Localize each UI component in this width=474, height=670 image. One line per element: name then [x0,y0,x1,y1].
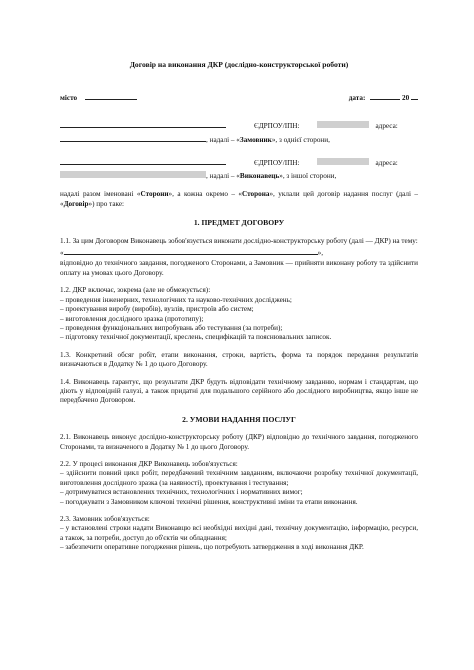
topic-line: « », [60,249,323,258]
city-label: місто [60,94,78,103]
party-contractor [60,157,418,182]
scope-list [60,296,418,343]
city-field [60,92,137,103]
document-title: Договір на виконання ДКР (дослідно-конструкторської роботи) [129,60,349,69]
contractor-role: Виконавець [239,172,280,181]
clause-1-2: 1.2. ДКР включає, зокрема (але не обмежується): [60,286,211,295]
section-2-heading: 2. УМОВИ НАДАННЯ ПОСЛУГ [182,414,296,424]
date-field [349,92,418,103]
day-blank[interactable] [370,92,400,100]
list-item: – погоджувати з Замовником ключові технічні рішення, конструктивні зміни та етапи виконання. [60,497,358,506]
customer-role: Замовник [239,136,272,145]
list-item: – проведення функціональних випробувань або тестування (за потреби); [60,323,283,332]
list-item: – у встановлені строки надати Виконавцю всі необхідні вихідні дані, технічну документацію, інформацію, ресурси, а також, за потреби, доступ до об'єктів чи обладнання; [60,524,418,542]
clause-1-3: 1.3. Конкретний обсяг робіт, етапи виконання, строки, вартість, форма та порядок передання результатів визначаються в Додатку № 1 до цього Договору. [60,350,418,369]
list-item: – забезпечити оперативне погодження рішень, що потребують затвердження в ході виконання ДКР. [60,543,364,552]
list-item: – виготовлення дослідного зразка (прототипу); [60,314,204,323]
year-prefix: 20 [402,94,410,103]
list-item: – здійснити повний цикл робіт, передбачений технічним завданням, включаючи розробку технічної документації, виготовлення дослідного зразка (за наявності), проектування і тестування; [60,469,418,487]
contractor-duties-list [60,469,418,507]
list-item: – підготовку технічної документації, креслень, специфікацій та пояснювальних записок. [60,333,332,342]
year-blank[interactable] [411,92,418,100]
contractor-edrpou-label: ЄДРПОУ/ІПН: [254,158,300,167]
party-customer [60,120,418,146]
section-1-heading: 1. ПРЕДМЕТ ДОГОВОРУ [193,218,285,228]
contractor-role-text: , надалі – «Виконавець», з іншої сторони, [206,172,337,181]
clause-1-1-cont: відповідно до технічного завдання, погодженого Сторонами, а Замовник — прийняти виконану роботу та здійснити оплату на умовах цього Договору. [60,259,418,277]
contractor-name-blank[interactable] [60,157,226,165]
contractor-edrpou-field[interactable] [317,158,369,165]
list-item: – дотримуватися встановлених технічних, технологічних і нормативних вимог; [60,488,303,497]
customer-address-label: адреса: [375,121,398,130]
clause-1-4: 1.4. Виконавець гарантує, що результати ДКР будуть відповідати технічному завданню, нормам і стандартам, що діють у відповідній галузі, а також придатні для подальшого серійного або дослідного виробництва, якщо інше не передбачено Договором. [60,377,418,405]
customer-duties-list [60,524,418,552]
intro-paragraph: надалі разом іменовані «Сторони», а кожна окремо – «Сторона», уклали цей договір надання послуг (далі – «Договір») про таке: [60,190,418,208]
clause-2-1: 2.1. Виконавець виконує дослідно-конструкторську роботу (ДКР) відповідно до технічного завдання, погодженого Сторонами, та визначеного в Додатку № 1 до цього Договору. [60,433,418,451]
contractor-address-label: адреса: [375,158,398,167]
list-item: – проектування виробу (виробів), вузлів, пристроїв або систем; [60,305,254,314]
date-label: дата: [348,94,366,103]
list-item: – проведення інженерних, технологічних та науково-технічних досліджень; [60,295,292,304]
city-blank[interactable] [85,92,137,100]
customer-edrpou-label: ЄДРПОУ/ІПН: [254,121,300,130]
contractor-address-field[interactable] [60,171,206,178]
customer-role-text: , надалі – «Замовник», з однієї сторони, [206,136,330,145]
customer-name-blank[interactable] [60,120,226,128]
customer-address-blank[interactable] [60,134,206,142]
topic-blank[interactable] [64,247,318,255]
clause-2-3: 2.3. Замовник зобов'язується: [60,515,150,523]
clause-1-1: 1.1. За цим Договором Виконавець зобов'язується виконати дослідно-конструкторську роботу (далі — ДКР) на тему: [60,236,418,245]
customer-edrpou-field[interactable] [317,121,369,128]
clause-2-2: 2.2. У процесі виконання ДКР Виконавець зобов'язується: [60,459,238,468]
city-date-line [60,92,418,103]
